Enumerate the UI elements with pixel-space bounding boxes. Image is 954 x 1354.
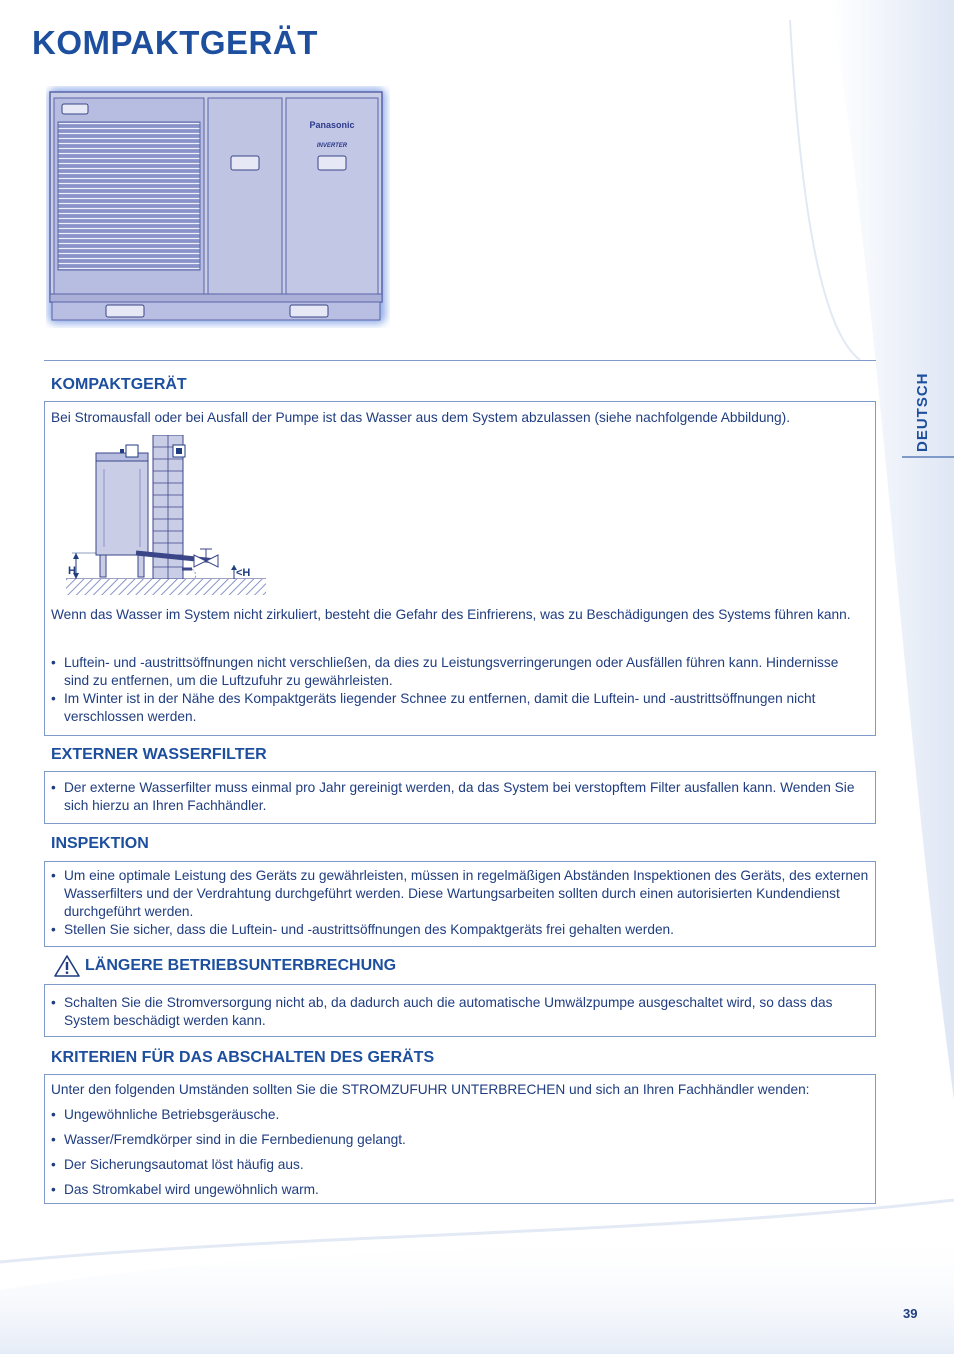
outdoor-unit-illustration <box>46 86 390 328</box>
list-item: • Ungewöhnliche Betriebsgeräusche. <box>45 1106 860 1124</box>
box-laengere-betriebsunterbrechung <box>44 984 876 1037</box>
page-number: 39 <box>903 1306 918 1321</box>
kriterien-list <box>45 1106 860 1199</box>
heading-kriterien: KRITERIEN FÜR DAS ABSCHALTEN DES GERÄTS <box>51 1049 435 1066</box>
inspektion-list <box>45 867 871 939</box>
heading-inspektion: INSPEKTION <box>51 835 149 852</box>
height-label-drain: <H <box>236 567 251 579</box>
list-item: • Das Stromkabel wird ungewöhnlich warm. <box>45 1181 860 1199</box>
brand-logo: Panasonic <box>309 120 355 130</box>
list-item: • Wasser/Fremdkörper sind in die Fernbedienung gelangt. <box>45 1131 860 1149</box>
kompaktgeraet-list <box>45 654 860 726</box>
box-kompaktgeraet <box>44 401 876 736</box>
list-item: • Im Winter ist in der Nähe des Kompaktgeräts liegender Schnee zu entfernen, damit die Luftein- und -austrittsöffnungen nicht verschlossen werden. <box>45 690 860 726</box>
kriterien-intro: Unter den folgenden Umständen sollten Sie die STROMZUFUHR UNTERBRECHEN und sich an Ihren Fachhändler wenden: <box>51 1082 810 1097</box>
heading-externer-wasserfilter: EXTERNER WASSERFILTER <box>51 746 267 763</box>
drain-diagram <box>66 435 266 597</box>
list-item: • Der Sicherungsautomat löst häufig aus. <box>45 1156 860 1174</box>
heading-laengere-betriebsunterbrechung: LÄNGERE BETRIEBSUNTERBRECHUNG <box>85 957 397 974</box>
wasserfilter-list <box>45 779 871 815</box>
language-tab <box>902 362 954 458</box>
box-kriterien <box>44 1074 876 1204</box>
heading-kompaktgeraet: KOMPAKTGERÄT <box>51 376 187 393</box>
language-tab-label: DEUTSCH <box>914 372 931 452</box>
list-item: • Schalten Sie die Stromversorgung nicht ab, da dadurch auch die automatische Umwälzpumpe ausgeschaltet wird, so dass das System beschädigt werden kann. <box>45 994 873 1030</box>
betriebsunterbrechung-list <box>45 994 873 1030</box>
list-item: • Stellen Sie sicher, dass die Luftein- und -austrittsöffnungen des Kompaktgeräts frei gehalten werden. <box>45 921 871 939</box>
drain-instruction: Bei Stromausfall oder bei Ausfall der Pumpe ist das Wasser aus dem System abzulassen (siehe nachfolgende Abbildung). <box>51 410 791 425</box>
section-divider <box>44 360 876 361</box>
freeze-warning: Wenn das Wasser im System nicht zirkuliert, besteht die Gefahr des Einfrierens, was zu Beschädigungen des Systems führen kann. <box>51 607 851 622</box>
list-item: • Um eine optimale Leistung des Geräts zu gewährleisten, müssen in regelmäßigen Abständen Inspektionen des Geräts, des externen Wasserfilters und der Verdrahtung durchgeführt werden. Diese Wartungsarbeiten sollten durch einen autorisierten Kundendienst durchgeführt werden. <box>45 867 871 921</box>
language-tab-underline <box>902 456 954 458</box>
height-label-unit: H <box>68 565 76 577</box>
page-title: KOMPAKTGERÄT <box>32 24 318 61</box>
inverter-logo: INVERTER <box>316 143 348 149</box>
list-item: • Der externe Wasserfilter muss einmal pro Jahr gereinigt werden, da das System bei verstopftem Filter ausfallen kann. Wenden Sie sich hierzu an Ihren Fachhändler. <box>45 779 871 815</box>
box-inspektion <box>44 861 876 947</box>
list-item: • Luftein- und -austrittsöffnungen nicht verschließen, da dies zu Leistungsverringerungen oder Ausfällen führen kann. Hindernisse sind zu entfernen, um die Luftzufuhr zu gewährleisten. <box>45 654 860 690</box>
box-externer-wasserfilter <box>44 771 876 824</box>
warning-icon <box>53 954 81 978</box>
